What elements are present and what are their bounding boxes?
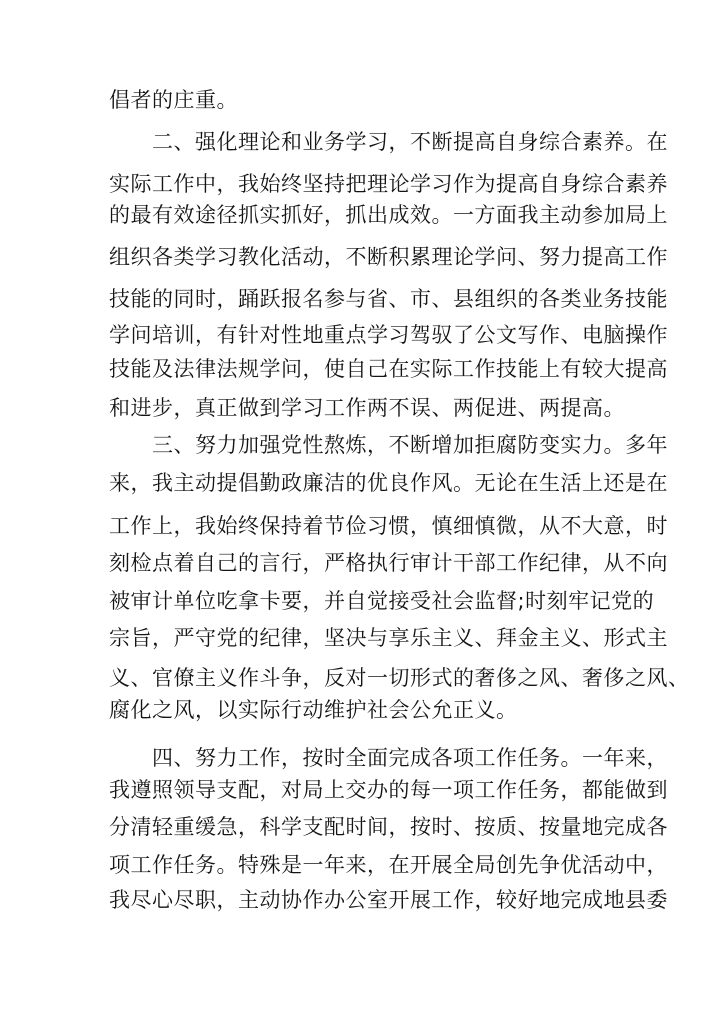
- text-line: 工作上，我始终保持着节俭习惯，慎细慎微，从不大意，时: [109, 514, 668, 538]
- text-line: 我遵照领导支配，对局上交办的每一项工作任务，都能做到: [109, 778, 668, 802]
- text-line: 我尽心尽职，主动协作办公室开展工作，较好地完成地县委: [109, 888, 668, 912]
- text-line: 技能及法律法规学问，使自己在实际工作技能上有较大提高: [109, 357, 668, 381]
- text-line: 技能的同时，踊跃报名参与省、市、县组织的各类业务技能: [109, 287, 668, 311]
- text-line: 的最有效途径抓实抓好，抓出成效。一方面我主动参加局上: [109, 203, 668, 227]
- text-line: 四、努力工作，按时全面完成各项工作任务。一年来，: [152, 746, 668, 770]
- text-line: 组织各类学习教化活动，不断积累理论学问、努力提高工作: [109, 245, 668, 269]
- text-line: 三、努力加强党性熬炼，不断增加拒腐防变实力。多年: [152, 433, 668, 457]
- text-line: 分清轻重缓急，科学支配时间，按时、按质、按量地完成各: [109, 815, 668, 839]
- text-line: 来，我主动提倡勤政廉洁的优良作风。无论在生活上还是在: [109, 471, 668, 495]
- text-line: 刻检点着自己的言行，严格执行审计干部工作纪律，从不向: [109, 551, 668, 575]
- text-line: 义、官僚主义作斗争，反对一切形式的奢侈之风、奢侈之风、: [109, 666, 690, 690]
- text-line: 宗旨，严守党的纪律，坚决与享乐主义、拜金主义、形式主: [109, 626, 668, 650]
- text-line: 倡者的庄重。: [109, 88, 238, 112]
- text-line: 被审计单位吃拿卡要，并自觉接受社会监督;时刻牢记党的: [109, 589, 655, 613]
- text-line: 二、强化理论和业务学习，不断提高自身综合素养。在: [152, 130, 668, 154]
- text-line: 项工作任务。特殊是一年来，在开展全局创先争优活动中，: [109, 853, 668, 877]
- text-line: 学问培训，有针对性地重点学习驾驭了公文写作、电脑操作: [109, 323, 668, 347]
- text-line: 实际工作中，我始终坚持把理论学习作为提高自身综合素养: [109, 172, 668, 196]
- text-line: 和进步，真正做到学习工作两不误、两促进、两提高。: [109, 396, 625, 420]
- text-line: 腐化之风，以实际行动维护社会公允正义。: [109, 698, 518, 722]
